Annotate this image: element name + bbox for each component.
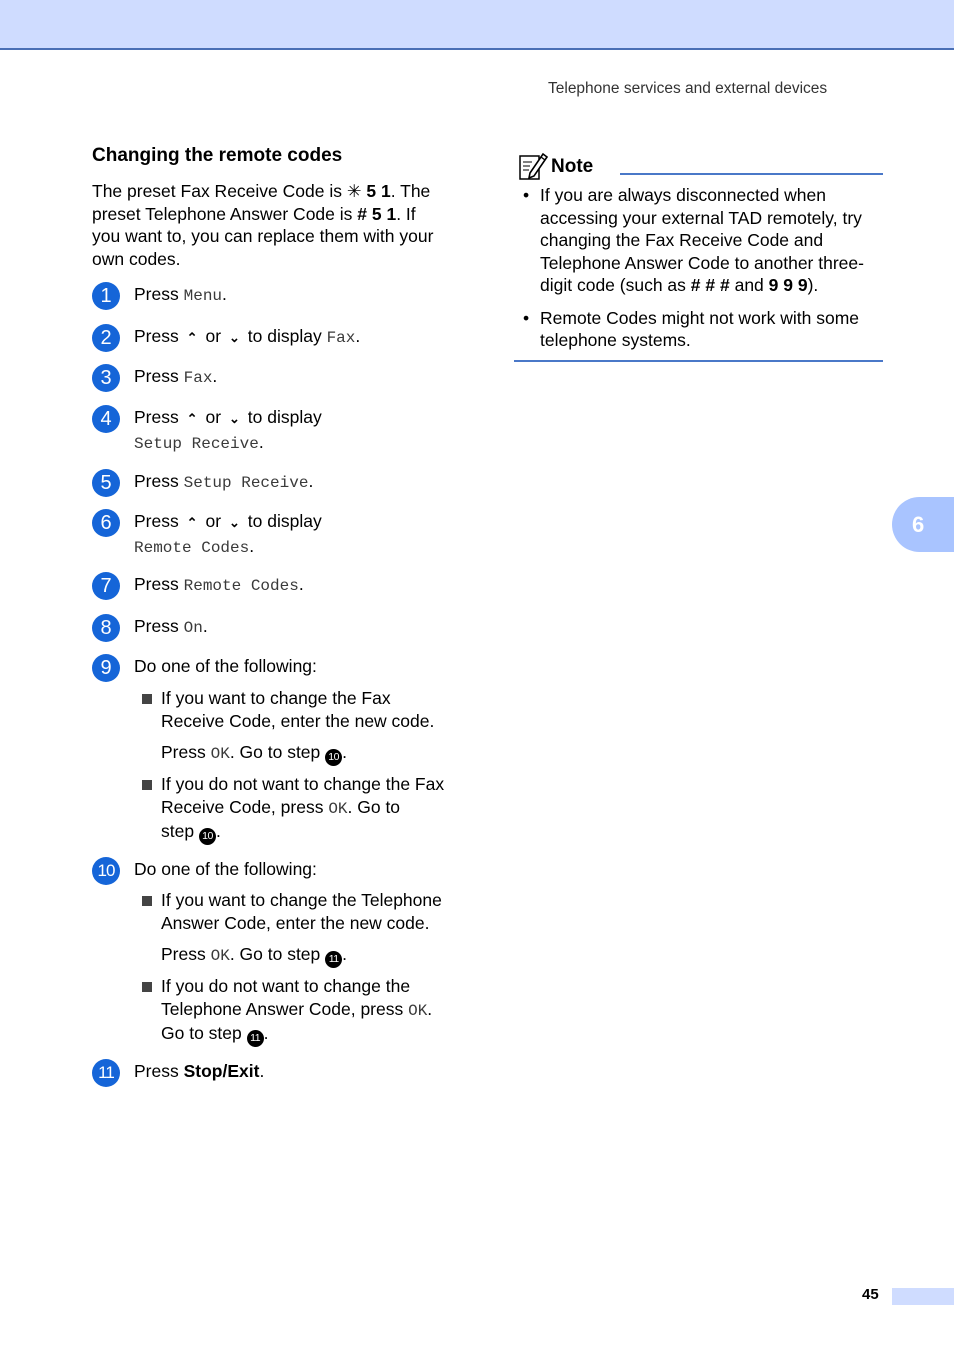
option-line: If you do not want to change the Fax — [161, 774, 445, 794]
option-line: Receive Code, press — [161, 796, 329, 817]
step-number: 11 — [92, 1059, 120, 1087]
period: . — [342, 742, 348, 762]
page-number: 45 — [862, 1286, 879, 1303]
option-line: If you do not want to change the — [161, 976, 411, 996]
step-body — [134, 283, 464, 308]
press-text: Press — [134, 574, 184, 594]
option-line: Go to step — [161, 1023, 247, 1043]
bullet: • — [523, 185, 530, 205]
step-number: 10 — [92, 857, 120, 885]
option-bullet — [142, 773, 464, 845]
lcd-text: OK — [210, 947, 230, 965]
section-title: Changing the remote codes — [92, 145, 343, 166]
press-ok-line — [161, 943, 347, 968]
step-body — [134, 615, 464, 640]
option-text — [161, 889, 464, 934]
lcd-text: Fax — [326, 329, 356, 347]
step-number: 9 — [92, 654, 120, 682]
period: . — [263, 1023, 269, 1043]
step-ref-badge: 11 — [247, 1030, 264, 1047]
period: . — [355, 326, 361, 346]
period: . — [342, 944, 348, 964]
press-text: Press — [134, 511, 184, 531]
option-line: Answer Code, enter the new code. — [161, 912, 430, 933]
step-body — [134, 1060, 464, 1083]
note-bottom-rule — [514, 360, 883, 362]
up-arrow-icon: ⌃ — [186, 411, 198, 426]
option-line: Telephone Answer Code, press — [161, 998, 409, 1019]
lcd-text: Remote Codes — [183, 577, 299, 595]
step-ref-badge: 10 — [199, 828, 216, 845]
step-body — [134, 573, 464, 598]
down-arrow-icon: ⌄ — [228, 411, 240, 426]
square-bullet-icon — [142, 780, 152, 790]
step-body: Do one of the following: — [134, 656, 317, 676]
pencil-note-icon — [518, 151, 548, 181]
step-body — [134, 325, 464, 350]
note-line: Remote Codes might not work with some — [540, 307, 860, 328]
lcd-text: OK — [210, 745, 230, 763]
note-line: accessing your external TAD remotely, try — [540, 207, 862, 228]
option-line: If you want to change the Fax — [161, 688, 391, 708]
period: . — [215, 821, 221, 841]
note-line: ). — [807, 275, 819, 295]
period: . — [298, 574, 304, 594]
press-text: Press — [161, 944, 211, 964]
lcd-text: OK — [408, 1001, 428, 1020]
intro-text: The preset Fax Receive Code is — [92, 181, 347, 201]
fax-receive-code: 5 1 — [361, 181, 391, 201]
note-header — [514, 150, 883, 184]
lcd-text: Menu — [183, 287, 223, 305]
page-footer-bar — [892, 1288, 954, 1305]
step-body — [134, 510, 464, 559]
example-code: # # # — [690, 275, 730, 295]
goto-text: . Go to step — [229, 944, 326, 964]
or-text: or — [200, 511, 226, 531]
note-divider — [620, 173, 883, 175]
intro-text: . The — [390, 181, 431, 201]
step-number: 6 — [92, 509, 120, 537]
option-bullet — [142, 687, 464, 732]
star-symbol: ✳ — [346, 181, 362, 201]
lcd-text: Setup Receive — [183, 474, 309, 492]
step-number: 3 — [92, 364, 120, 392]
period: . — [258, 431, 264, 452]
intro-text: you want to, you can replace them with your — [92, 226, 434, 246]
note-item — [523, 307, 883, 352]
option-line: . — [427, 998, 433, 1019]
running-header: Telephone services and external devices — [548, 80, 828, 97]
option-bullet — [142, 889, 464, 934]
step-number: 5 — [92, 469, 120, 497]
to-display-text: to display — [242, 326, 327, 346]
square-bullet-icon — [142, 694, 152, 704]
telephone-answer-code: # 5 1 — [357, 203, 397, 224]
note-line: changing the Fax Receive Code and — [540, 230, 824, 250]
press-text: Press — [134, 471, 184, 491]
press-text: Press — [134, 1061, 184, 1081]
note-line: digit code (such as — [540, 275, 691, 295]
step-body — [134, 470, 464, 495]
option-text — [161, 687, 464, 732]
up-arrow-icon: ⌃ — [186, 330, 198, 345]
stop-exit-key: Stop/Exit — [183, 1061, 260, 1081]
step-number: 7 — [92, 572, 120, 600]
option-line: . Go to — [347, 796, 401, 817]
left-column — [92, 144, 464, 1082]
or-text: or — [200, 326, 226, 346]
period: . — [202, 616, 208, 636]
note-title: Note — [551, 156, 594, 177]
step-number: 4 — [92, 405, 120, 433]
note-line: If you are always disconnected when — [540, 185, 826, 205]
up-arrow-icon: ⌃ — [186, 515, 198, 530]
option-line: If you want to change the Telephone — [161, 890, 442, 910]
press-text: Press — [134, 616, 184, 636]
intro-text: own codes. — [92, 248, 181, 269]
note-box — [514, 150, 883, 362]
press-text: Press — [161, 742, 211, 762]
note-line: Telephone Answer Code to another three- — [540, 252, 864, 273]
step-number: 8 — [92, 614, 120, 642]
option-text — [161, 773, 464, 845]
press-ok-line — [161, 741, 347, 766]
bullet: • — [523, 307, 530, 328]
period: . — [222, 284, 227, 304]
example-code: 9 9 9 — [768, 275, 808, 295]
intro-text: . If — [396, 203, 416, 224]
square-bullet-icon — [142, 982, 152, 992]
goto-text: . Go to step — [229, 742, 326, 762]
chapter-tab: 6 — [892, 497, 954, 552]
note-item — [523, 184, 883, 297]
period: . — [308, 471, 314, 491]
press-text: Press — [134, 326, 184, 346]
or-text: or — [200, 407, 226, 427]
lcd-text: Remote Codes — [134, 538, 250, 557]
step-number: 2 — [92, 324, 120, 352]
step-number: 1 — [92, 282, 120, 310]
step-body — [134, 365, 464, 390]
note-line: telephone systems. — [540, 330, 691, 350]
step-ref-badge: 10 — [325, 749, 342, 766]
lcd-text: On — [183, 619, 203, 637]
lcd-text: Setup Receive — [134, 434, 259, 453]
option-line: step — [161, 821, 199, 841]
down-arrow-icon: ⌄ — [228, 330, 240, 345]
press-text: Press — [134, 366, 184, 386]
lcd-text: Fax — [183, 369, 213, 387]
period: . — [212, 366, 218, 386]
option-line: Receive Code, enter the new code. — [161, 710, 435, 731]
option-bullet — [142, 975, 464, 1047]
period: . — [249, 535, 255, 556]
to-display-text: to display — [242, 511, 322, 531]
lcd-text: OK — [328, 799, 348, 818]
intro-text: preset Telephone Answer Code is — [92, 203, 358, 224]
press-text: Press — [134, 284, 184, 304]
step-body: Do one of the following: — [134, 859, 317, 879]
top-band — [0, 0, 954, 50]
period: . — [259, 1061, 265, 1081]
square-bullet-icon — [142, 896, 152, 906]
step-body — [134, 406, 464, 455]
note-line: and — [729, 275, 769, 295]
press-text: Press — [134, 407, 184, 427]
option-text — [161, 975, 464, 1047]
down-arrow-icon: ⌄ — [228, 515, 240, 530]
step-ref-badge: 11 — [325, 951, 342, 968]
intro-paragraph — [92, 180, 464, 270]
to-display-text: to display — [242, 407, 322, 427]
